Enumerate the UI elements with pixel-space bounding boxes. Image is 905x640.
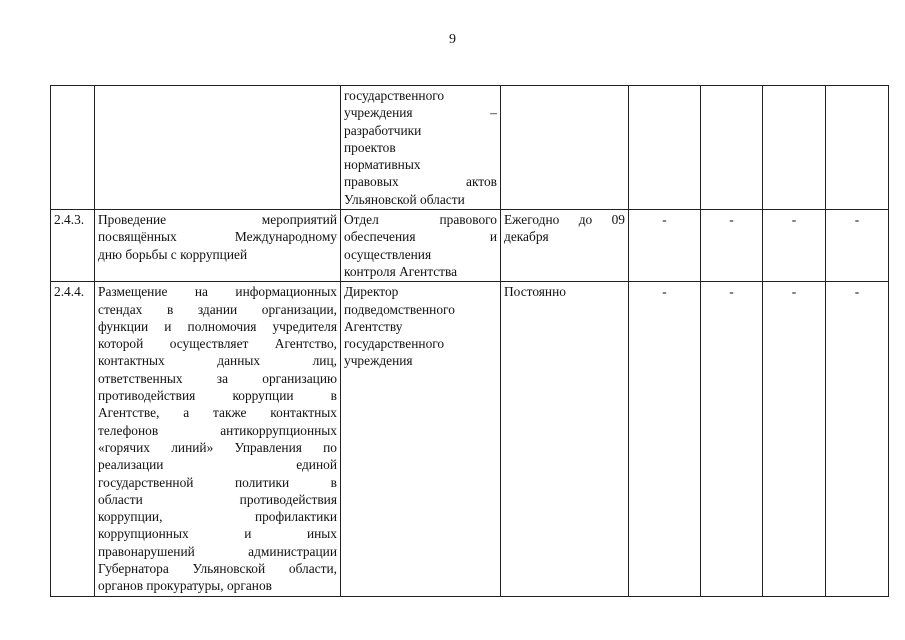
value-cell: - (763, 282, 826, 596)
responsible-party-line: проектов (344, 139, 396, 155)
event-description-line: контактных данных лиц, (98, 353, 337, 369)
row-number: 2.4.4. (51, 282, 95, 596)
responsible-party-line: правовых актов (344, 174, 497, 190)
event-description-line: Агентстве, а также контактных (98, 405, 337, 421)
event-description-line: государственной политики в (98, 474, 337, 490)
deadline (501, 210, 629, 282)
responsible-party-line: подведомственного (344, 301, 455, 317)
event-description-line: органов прокуратуры, органов (98, 578, 272, 594)
value-cell (826, 86, 889, 210)
event-description-line: функции и полномочия учредителя (98, 318, 337, 334)
value-cell: - (701, 210, 763, 282)
event-description-line: «горячих линий» Управления по (98, 439, 337, 455)
event-description-line: области противодействия (98, 491, 337, 507)
responsible-party-line: учреждения – (344, 105, 497, 121)
deadline-line: декабря (504, 229, 549, 245)
table-row (51, 86, 889, 210)
event-description-line: правонарушений администрации (98, 543, 337, 559)
event-description-line: коррупционных и иных (98, 526, 337, 542)
event-description-line: ответственных за организацию (98, 370, 337, 386)
value-cell: - (826, 282, 889, 596)
value-cell: - (629, 282, 701, 596)
deadline-line: Постоянно (504, 284, 566, 300)
value-cell: - (701, 282, 763, 596)
responsible-party-line: государственного (344, 88, 445, 103)
event-description-line: телефонов антикоррупционных (98, 422, 337, 438)
row-number (51, 86, 95, 210)
responsible-party-line: Агентству (344, 318, 403, 334)
value-cell: - (763, 210, 826, 282)
event-description-line: посвящённых Международному (98, 229, 337, 245)
responsible-party (341, 86, 501, 210)
event-description-line: стендах в здании организации, (98, 301, 337, 317)
responsible-party-line: Ульяновской области (344, 191, 465, 207)
plan-table (50, 85, 889, 597)
event-description-line: реализации единой (98, 457, 337, 473)
table-row (51, 210, 889, 282)
responsible-party-line: нормативных (344, 157, 421, 173)
responsible-party-line: Отдел правового (344, 212, 497, 228)
page-number: 9 (449, 32, 456, 47)
responsible-party-line: разработчики (344, 122, 422, 138)
responsible-party (341, 210, 501, 282)
event-description (95, 210, 341, 282)
event-description-line: которой осуществляет Агентство, (98, 336, 337, 352)
event-description-line: Размещение на информационных (98, 284, 337, 300)
deadline (501, 282, 629, 596)
responsible-party-line: учреждения (344, 353, 413, 369)
row-number: 2.4.3. (51, 210, 95, 282)
event-description-line: Губернатора Ульяновской области, (98, 561, 337, 577)
event-description-line: противодействия коррупции в (98, 388, 337, 404)
value-cell (701, 86, 763, 210)
responsible-party-line: контроля Агентства (344, 263, 458, 279)
deadline (501, 86, 629, 210)
responsible-party-line: обеспечения и (344, 229, 497, 245)
value-cell (763, 86, 826, 210)
value-cell: - (826, 210, 889, 282)
responsible-party-line: государственного (344, 336, 445, 352)
event-description-line: Проведение мероприятий (98, 212, 337, 228)
event-description (95, 86, 341, 210)
deadline-line: Ежегодно до 09 (504, 212, 625, 228)
responsible-party (341, 282, 501, 596)
event-description (95, 282, 341, 596)
value-cell (629, 86, 701, 210)
table-row (51, 282, 889, 596)
value-cell: - (629, 210, 701, 282)
responsible-party-line: Директор (344, 284, 399, 300)
event-description-line: дню борьбы с коррупцией (98, 246, 248, 262)
event-description-line: коррупции, профилактики (98, 509, 337, 525)
responsible-party-line: осуществления (344, 246, 432, 262)
